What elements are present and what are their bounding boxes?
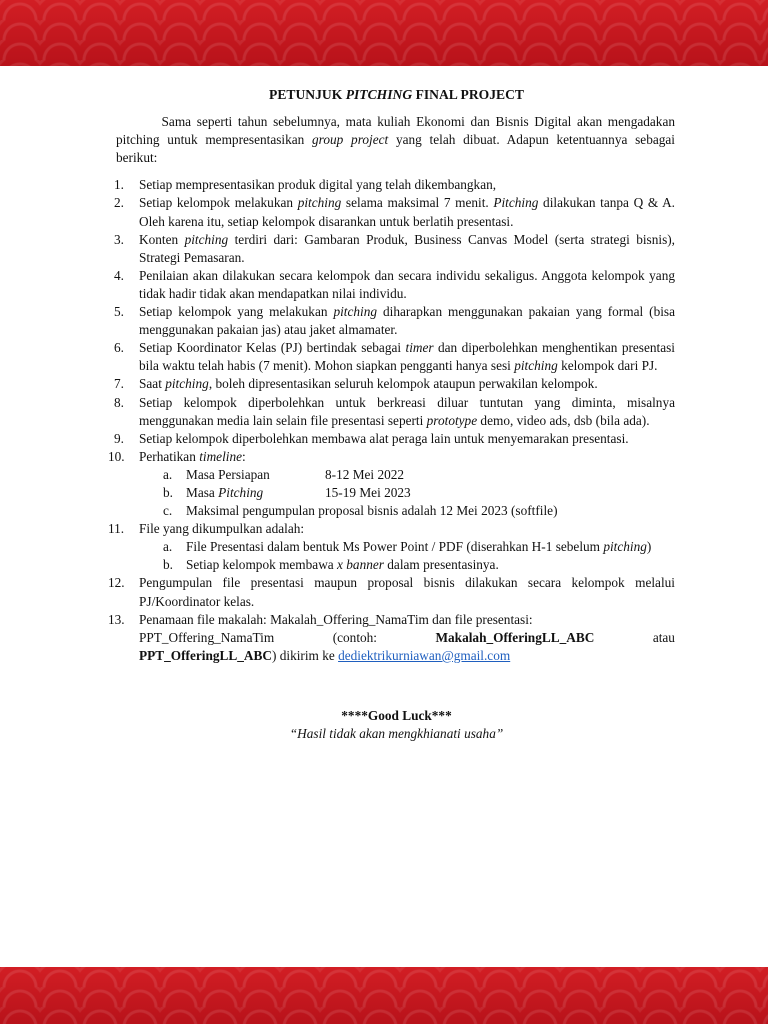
list-item: 5. Setiap kelompok yang melakukan pitching diharapkan menggunakan pakaian yang formal (bisa menggunakan pakaian jas) atau jaket almamater. — [114, 304, 675, 338]
list-item: 1. Setiap mempresentasikan produk digital yang telah dikembangkan, — [114, 177, 497, 193]
sub-item: c. Maksimal pengumpulan proposal bisnis adalah 12 Mei 2023 (softfile) — [163, 503, 558, 519]
list-item: 12. Pengumpulan file presentasi maupun proposal bisnis dilakukan secara kelompok melalui PJ/Koordinator kelas. — [108, 575, 675, 609]
naming-line-3: PPT_OfferingLL_ABC) dikirim ke dediektrikurniawan@gmail.com — [139, 647, 511, 663]
list-item: 3. Konten pitching terdiri dari: Gambaran Produk, Business Canvas Model (serta strategi bisnis), Strategi Pemasaran. — [114, 231, 675, 265]
files-sublist — [139, 538, 675, 574]
list-item: 8. Setiap kelompok diperbolehkan untuk berkreasi diluar tuntutan yang diminta, misalnya menggunakan media lain selain file presentasi seperti prototype demo, video ads, dsb (bila ada). — [114, 394, 675, 428]
naming-line-1: Penamaan file makalah: Makalah_Offering_NamaTim dan file presentasi: — [139, 611, 533, 627]
bottom-decorative-band — [0, 967, 768, 1024]
email-link[interactable]: dediektrikurniawan@gmail.com — [338, 647, 511, 663]
list-item: 2. Setiap kelompok melakukan pitching selama maksimal 7 menit. Pitching dilakukan tanpa Q & A. Oleh karena itu, setiap kelompok disarankan untuk berlatih presentasi. — [114, 195, 675, 229]
intro-paragraph: Sama seperti tahun sebelumnya, mata kuliah Ekonomi dan Bisnis Digital akan mengadakan pitching untuk mempresentasikan group project yang telah dibuat. Adapun ketentuannya sebagai berikut: — [116, 114, 675, 166]
list-item-timeline: 10. Perhatikan timeline: a. Masa Persiapan 8-12 Mei 2022 b. Masa Pitching 15-19 Mei 2023 c. Maksimal pengumpulan proposal bisnis adalah 12 Mei 2023 (softfile) — [118, 448, 675, 520]
document-page — [108, 86, 675, 743]
list-item: 4. Penilaian akan dilakukan secara kelompok dan secara individu sekaligus. Anggota kelompok yang tidak hadir tidak akan mendapatkan nilai individu. — [114, 267, 675, 301]
list-item: 6. Setiap Koordinator Kelas (PJ) bertindak sebagai timer dan diperbolehkan menghentikan presentasi bila waktu telah habis (7 menit). Mohon siapkan pengganti hanya sesi pitching kelompok dari PJ. — [114, 340, 675, 374]
sub-item: b. Setiap kelompok membawa x banner dalam presentasinya. — [163, 557, 499, 573]
motto-quote: “Hasil tidak akan mengkhianati usaha” — [289, 726, 504, 741]
list-item-files: 11. File yang dikumpulkan adalah: a. File Presentasi dalam bentuk Ms Power Point / PDF (diserahkan H-1 sebelum pitching) b. Setiap kelompok membawa x banner dalam presentasinya. — [118, 520, 675, 574]
document-title: PETUNJUK PITCHING FINAL PROJECT — [269, 87, 524, 102]
footer — [118, 707, 675, 743]
list-item: 7. Saat pitching, boleh dipresentasikan seluruh kelompok ataupun perwakilan kelompok. — [114, 376, 598, 392]
sub-item: a. Masa Persiapan 8-12 Mei 2022 — [163, 466, 405, 482]
sub-item: b. Masa Pitching 15-19 Mei 2023 — [163, 484, 411, 500]
instruction-list — [108, 176, 675, 665]
top-decorative-band — [0, 0, 768, 66]
good-luck-text: ****Good Luck*** — [341, 707, 452, 723]
timeline-sublist — [139, 466, 675, 520]
sub-item: a. File Presentasi dalam bentuk Ms Power Point / PDF (diserahkan H-1 sebelum pitching) — [163, 539, 652, 555]
naming-line-2: PPT_Offering_NamaTim (contoh: Makalah_OfferingLL_ABC atau — [139, 629, 675, 645]
list-item: 9. Setiap kelompok diperbolehkan membawa alat peraga lain untuk menyemarakan presentasi. — [114, 430, 629, 446]
list-item-naming: 13. Penamaan file makalah: Makalah_Offering_NamaTim dan file presentasi: PPT_Offering_NamaTim (contoh: Makalah_OfferingLL_ABC atau PPT_OfferingLL_ABC) dikirim ke dediektrikurniawan@gmail.com — [118, 611, 675, 665]
